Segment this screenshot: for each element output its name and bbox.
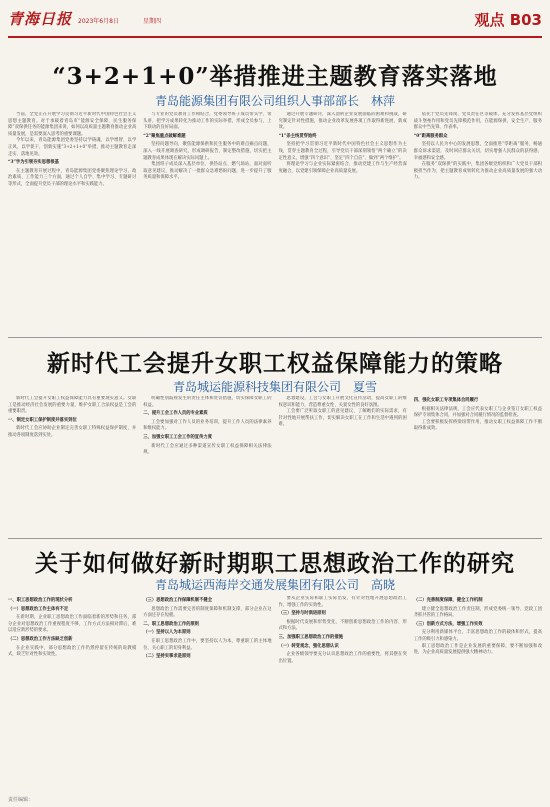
article-1-body (8, 112, 542, 334)
body-paragraph: 工会要积极发挥桥梁纽带作用，推动女职工权益保障工作不断取得新成效。 (413, 419, 542, 432)
section-subheading: 二、提升工会工作人员的专业素质 (143, 411, 208, 417)
header-rule (8, 36, 542, 38)
page-header (8, 6, 542, 36)
section-subheading: 二、职工思想政治工作的原则 (143, 621, 200, 627)
body-paragraph: 根据相关法律法规，工会应代表女职工与企业签订女职工权益保护专项集体合同，并加强对合同履行情况的监督检查。 (413, 406, 542, 419)
section-subheading: （三）创新方式方法，增强工作实效 (413, 621, 483, 627)
article-1-byline: 青岛能源集团有限公司组织人事部部长 林萍 (154, 94, 395, 108)
section-label: 观点 B03 (474, 11, 542, 29)
body-paragraph: 根据时代发展和形势变化，不断创新思想政治工作的内容、形式和方法。 (278, 619, 407, 632)
body-paragraph: 工会要加强对工作人员的业务培训，提升工作人员的法律素养和维权能力。 (143, 419, 272, 432)
body-paragraph: 坚持把学习贯彻习近平新时代中国特色社会主义思想作为主线，贯穿主题教育全过程，引导党员干部深刻领悟“两个确立”的决定性意义，增强“四个意识”、坚定“四个自信”、做到“两个维护”。 (278, 142, 407, 161)
body-paragraph: 与专业的党员教育工作相结合，党委领导班子成员带头学、带头讲，把学习成果转化为推动工作的实际举措，形成全员参与、上下联动的良好局面。 (143, 112, 272, 131)
body-paragraph: 集团班子成员深入基层单位、供热站点、燃气场站，面对面听取意见建议，推动解决了一批群众急难愁盼问题，进一步提升了服务质量和保障水平。 (143, 162, 272, 181)
body-paragraph: 今年以来，青岛能源集团党委坚持以学铸魂、以学增智、以学正风、以学促干，创新实施“3+2+1+0”举措，推动主题教育走深走实、落地见效。 (8, 138, 137, 157)
article-2-column (414, 396, 542, 536)
issue-weekday: 星期四 (143, 18, 162, 25)
body-paragraph: 在职工思想政治工作中，要坚持以人为本，尊重职工的主体地位，关心职工的切身利益。 (143, 638, 272, 651)
section-subheading: （二）思想政治工作方法缺乏创新 (8, 636, 73, 642)
article-2-column (279, 396, 407, 536)
body-paragraph: 当前，全党正在开展学习贯彻习近平新时代中国特色社会主义思想主题教育。对于承载着青岛市“能源安全保障、民生服务保障”双保供任务的能源集团来说，如何以高质量主题教育推动企业高质量发展，是需要深入思考的重要课题。 (8, 112, 137, 137)
body-paragraph: 充分利用新媒体平台，丰富思想政治工作的载体和形式，提高工作的吸引力和感染力。 (413, 630, 542, 642)
section-subheading: （一）转变观念，强化思想认识 (278, 643, 339, 649)
article-3-column (8, 596, 136, 786)
body-paragraph: 坚持以人民为中心的发展思想，全面推进“零距离”服务，畅通群众诉求渠道，及时回应群众关切，切实增强人民群众的获得感、幸福感和安全感。 (413, 142, 542, 161)
body-paragraph: 企业各级领导要充分认识思想政治工作的重要性，将其摆在突出位置。 (278, 652, 407, 664)
issue-date: 2023年6月8日 (78, 18, 119, 25)
article-2-title: 新时代工会提升女职工权益保障能力的策略 (47, 350, 503, 377)
section-subheading: 一、制定女职工保护制度并落实到位 (8, 417, 77, 423)
page-footer: 责任编辑： (8, 797, 34, 803)
article-divider-2 (8, 538, 542, 539)
body-paragraph: 新时代工会提升女职工权益保障能力具有重要现实意义。女职工是推动经济社会发展的重要力量，维护女职工合法权益是工会的重要职责。 (8, 396, 137, 415)
article-1-column (414, 112, 542, 334)
section-subheading: （一）坚持以人为本原则 (143, 630, 191, 636)
article-1-column (279, 112, 407, 334)
body-paragraph: 坚持问题导向，聚焦能源保供和民生服务中的难点痛点问题，深入一线开展调查研究，形成调研报告，制定整改措施，切实把主题教育成果体现在解决实际问题上。 (143, 142, 272, 161)
section-subheading: （三）坚持与时俱进原则 (278, 611, 326, 617)
section-subheading: （二）完善制度保障，健全工作机制 (413, 598, 483, 603)
section-subheading: 三、加强女职工工会工作的宣传力度 (143, 434, 212, 440)
article-2-byline: 青岛城运能源科技集团有限公司 夏雪 (172, 380, 377, 394)
section-subheading: （二）坚持实事求是原则 (143, 654, 191, 660)
body-paragraph: 新时代工会应通过多种渠道宣传女职工权益保障相关法律法规。 (143, 443, 272, 456)
article-1-column (143, 112, 271, 334)
newspaper-logo: 青海日报 (8, 10, 73, 28)
body-paragraph: 工会要广泛听取女职工的意见建议，了解她们的实际需求，有针对性地开展帮扶工作，切实解决女职工在工作和生活中遇到的困难。 (278, 409, 407, 428)
article-3-column (279, 596, 407, 786)
body-paragraph: 要从企业实际和职工实际出发，有针对性地开展思想政治工作，增强工作的实效性。 (278, 596, 407, 608)
body-paragraph: 依托于党员先锋岗、党员责任区等载体，充分发挥基层党组织战斗堡垒作用和党员先锋模范作用，在能源保供、安全生产、服务群众中当先锋、作表率。 (413, 112, 542, 131)
section-subheading: 四、强化女职工专项集体合同履行 (413, 398, 479, 403)
article-divider-1 (8, 337, 542, 338)
body-paragraph: 在主题教育开展过程中，青岛能源集团党委聚焦理论学习、政治素质、工作能力三个方面，通过个人自学、集中学习、专题研讨等形式，全面提升党员干部的理论水平和实践能力。 (8, 168, 137, 187)
article-3-title: 关于如何做好新时期职工思想政治工作的研究 (35, 550, 515, 577)
body-paragraph: 在服务“双保供”的实践中，集团各级党组织和广大党员干部积极担当作为，把主题教育成果转化为推动企业高质量发展的强大动力。 (413, 162, 542, 181)
section-subheading: “1”条主线贯穿始终 (278, 133, 317, 139)
article-3-body (8, 596, 542, 786)
section-subheading: 三、加强职工思想政治工作的措施 (278, 634, 343, 640)
article-3-column (143, 596, 271, 786)
article-2-column (143, 396, 271, 536)
body-paragraph: 思想政治工作需要完善的制度保障和机制支撑，部分企业在这方面还存在短板。 (143, 606, 272, 619)
article-2-column (8, 396, 136, 536)
body-paragraph: 在新时期，企业职工思想政治工作面临着新的形势和任务，部分企业对思想政治工作重视程度不够，工作方式方法相对滞后，难以适应新形势的要求。 (8, 615, 137, 634)
body-paragraph: 明确性别歧视发生的责任主体和处罚措施，切实保障女职工的权益。 (143, 396, 272, 408)
section-subheading: “2”聚焦重点破解难题 (143, 133, 186, 139)
body-paragraph: 建立健全思想政治工作责任制，形成党委统一领导、党政工团齐抓共管的工作格局。 (413, 606, 542, 619)
article-1-column (8, 112, 136, 334)
body-paragraph: 将理论学习与企业实际紧密结合，推动党建工作与生产经营深度融合，以党建引领保障企业高质量发展。 (278, 162, 407, 174)
body-paragraph: 思想建设，工会与女职工开展文化宣传活动，提高女职工的维权意识和能力，营造尊重女性、关爱女性的良好氛围。 (278, 396, 407, 408)
article-1-title: “3+2+1+0”举措推进主题教育落实落地 (52, 63, 498, 90)
section-subheading: 一、职工思想政治工作的现状分析 (8, 598, 73, 603)
article-3-column (414, 596, 542, 786)
article-3-byline: 青岛城运西海岸交通发展集团有限公司 高晓 (154, 578, 395, 592)
body-paragraph: 职工思想政治工作是企业发展的重要保障，要不断加强和改进，为企业高质量发展提供强大精神动力。 (413, 643, 542, 656)
section-subheading: （三）思想政治工作保障机制不健全 (143, 598, 212, 603)
body-paragraph: 通过开展专题研讨，深入剖析企业发展面临的困难和挑战，研究制定针对性措施，推动企业改革发展各项工作取得新进展、新成效。 (278, 112, 407, 131)
article-2-body (8, 396, 542, 536)
section-subheading: “3”字为引领夯实思想根基 (8, 160, 59, 166)
body-paragraph: 在企业实践中，部分思想政治工作仍然停留在传统的说教模式，缺乏针对性和实效性。 (8, 645, 137, 658)
body-paragraph: 新时代工会应协助企业制定完善女职工特殊权益保护制度，并推动各项制度落到实处。 (8, 426, 137, 438)
section-subheading: “0”距离服务群众 (413, 133, 448, 139)
section-subheading: （一）思想政治工作主体有不足 (8, 606, 69, 612)
